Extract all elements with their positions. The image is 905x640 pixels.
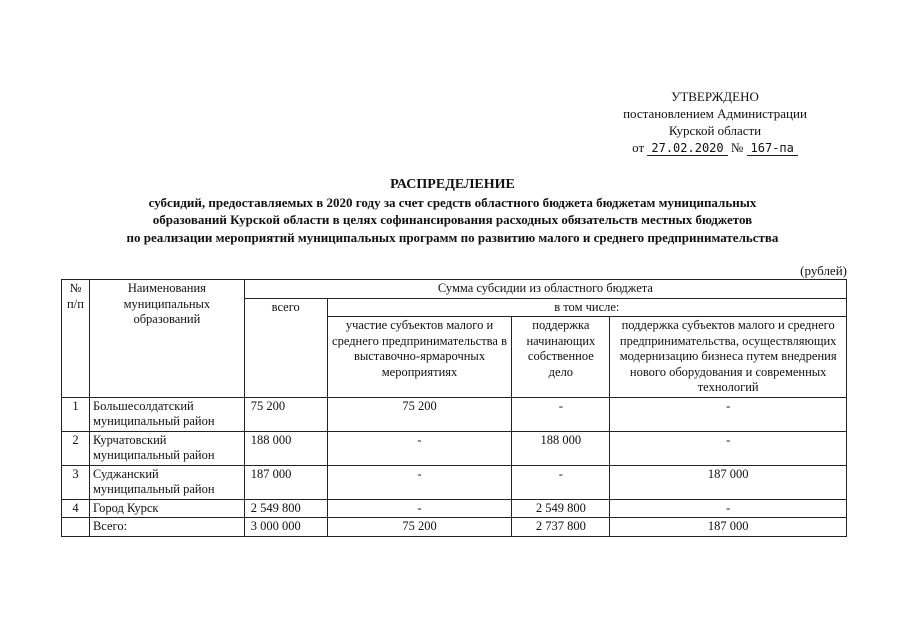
header-row-1 <box>62 280 847 299</box>
totals-num <box>62 518 90 537</box>
title-main: РАСПРЕДЕЛЕНИЕ <box>390 177 515 192</box>
row-total: 187 000 <box>244 465 327 499</box>
totals-total: 3 000 000 <box>244 518 327 537</box>
header-col-startups: поддержка начинающих собственное дело <box>512 317 610 398</box>
totals-label: Всего: <box>89 518 244 537</box>
row-name: Суджанский муниципальный район <box>89 465 244 499</box>
row-num: 2 <box>62 431 90 465</box>
row-total: 75 200 <box>244 397 327 431</box>
approval-line-region: Курской области <box>668 123 762 138</box>
approval-title: УТВЕРЖДЕНО <box>671 89 759 104</box>
approval-number-prefix: № <box>730 140 744 155</box>
row-modernization: - <box>610 499 847 518</box>
totals-exhibitions: 75 200 <box>327 518 512 537</box>
row-num: 1 <box>62 397 90 431</box>
approval-date-prefix: от <box>632 140 645 155</box>
header-num: № п/п <box>62 280 90 398</box>
row-exhibitions: - <box>327 465 512 499</box>
row-startups: - <box>512 465 610 499</box>
approval-date-line <box>600 139 830 157</box>
totals-startups: 2 737 800 <box>512 518 610 537</box>
units-label: (рублей) <box>800 263 847 278</box>
header-total: всего <box>244 298 327 397</box>
row-num: 4 <box>62 499 90 518</box>
row-modernization: 187 000 <box>610 465 847 499</box>
approval-line-decree: постановлением Администрации <box>623 106 807 121</box>
row-name: Курчатовский муниципальный район <box>89 431 244 465</box>
table-row <box>62 397 847 431</box>
header-col-exhibitions: участие субъектов малого и среднего предпринимательства в выставочно-ярмарочных мероприятиях <box>327 317 512 398</box>
approval-number: 167-па <box>747 141 798 156</box>
row-num: 3 <box>62 465 90 499</box>
row-exhibitions: - <box>327 499 512 518</box>
title-line-3: по реализации мероприятий муниципальных программ по развитию малого и среднего предпринимательства <box>126 229 779 245</box>
approval-date: 27.02.2020 <box>647 141 727 156</box>
row-exhibitions: 75 200 <box>327 397 512 431</box>
row-total: 188 000 <box>244 431 327 465</box>
approval-block <box>600 88 830 157</box>
row-startups: 2 549 800 <box>512 499 610 518</box>
row-startups: - <box>512 397 610 431</box>
row-name: Город Курск <box>89 499 244 518</box>
row-name: Большесолдатский муниципальный район <box>89 397 244 431</box>
table-row <box>62 431 847 465</box>
row-total: 2 549 800 <box>244 499 327 518</box>
row-startups: 188 000 <box>512 431 610 465</box>
totals-modernization: 187 000 <box>610 518 847 537</box>
row-modernization: - <box>610 397 847 431</box>
title-line-1: субсидий, предоставляемых в 2020 году за счет средств областного бюджета бюджетам муниципальных <box>148 194 757 210</box>
header-including: в том числе: <box>327 298 846 317</box>
title-line-2: образований Курской области в целях софинансирования расходных обязательств местных бюджетов <box>152 212 753 227</box>
document-title <box>60 176 845 246</box>
row-exhibitions: - <box>327 431 512 465</box>
distribution-table <box>61 279 847 537</box>
totals-row <box>62 518 847 537</box>
table-row <box>62 465 847 499</box>
row-modernization: - <box>610 431 847 465</box>
header-name: Наименования муниципальных образований <box>89 280 244 398</box>
table-row <box>62 499 847 518</box>
header-sum: Сумма субсидии из областного бюджета <box>244 280 846 299</box>
header-col-modernization: поддержка субъектов малого и среднего предпринимательства, осуществляющих модернизацию бизнеса путем внедрения нового оборудования и современных технологий <box>610 317 847 398</box>
